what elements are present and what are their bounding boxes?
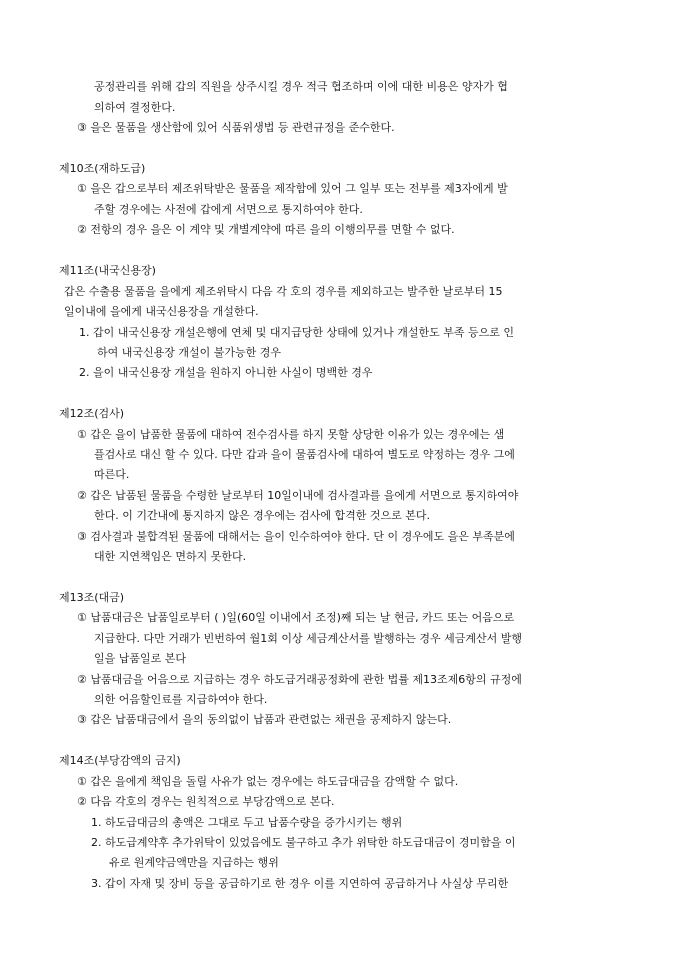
article-11-body-line-1: 갑은 수출용 물품을 을에게 제조위탁시 다음 각 호의 경우를 제외하고는 발주한 날로부터 15 [64,285,503,298]
article-11-item-1-line-1: 1. 갑이 내국신용장 개설은행에 연체 및 대지급당한 상태에 있거나 개설한도 부족 등으로 인 [79,326,514,339]
article-12-p1-line-2: 플검사로 대신 할 수 있다. 다만 갑과 을이 물품검사에 대하여 별도로 약정하는 경우 그에 [94,448,515,461]
article-12-p1-line-1: ① 갑은 을이 납품한 물품에 대하여 전수검사를 하지 못할 상당한 이유가 있는 경우에는 샘 [77,428,505,441]
article-11-item-1-line-2: 하여 내국신용장 개설이 불가능한 경우 [97,346,282,359]
article-11-heading: 제11조(내국신용장) [59,264,156,277]
article-11-body-line-2: 일이내에 을에게 내국신용장을 개설한다. [64,305,259,318]
article-12-p3-line-1: ③ 검사결과 불합격된 물품에 대해서는 을이 인수하여야 한다. 단 이 경우에도 을은 부족분에 [77,530,515,543]
intro-item-3: ③ 을은 물품을 생산함에 있어 식품위생법 등 관련규정을 준수한다. [77,121,395,134]
article-10-p1-line-1: ① 을은 갑으로부터 제조위탁받은 물품을 제작함에 있어 그 일부 또는 전부를 제3자에게 발 [77,182,508,195]
article-13-p1-line-2: 지급한다. 다만 거래가 빈번하여 월1회 이상 세금계산서를 발행하는 경우 세금계산서 발행 [94,632,522,645]
article-13-p2-line-2: 의한 어음할인료를 지급하여야 한다. [94,693,268,706]
article-12-p2-line-2: 한다. 이 기간내에 통지하지 않은 경우에는 검사에 합격한 것으로 본다. [94,509,430,522]
article-10-heading: 제10조(재하도급) [59,162,146,175]
article-14-item-1-line-1: 1. 하도급대금의 총액은 그대로 두고 납품수량을 증가시키는 행위 [91,816,403,829]
article-14-item-3-line-1: 3. 갑이 자재 및 장비 등을 공급하기로 한 경우 이를 지연하여 공급하거나 사실상 무리한 [91,877,509,890]
article-13-heading: 제13조(대금) [59,591,125,604]
article-13-p1-line-1: ① 납품대금은 납품일로부터 ( )일(60일 이내에서 조정)째 되는 날 현금, 카드 또는 어음으로 [77,611,515,624]
intro-line-1: 공정관리를 위해 갑의 직원을 상주시킬 경우 적극 협조하며 이에 대한 비용은 양자가 협 [94,80,508,93]
article-13-p3-line-1: ③ 갑은 납품대금에서 을의 동의없이 납품과 관련없는 채권을 공제하지 않는다. [77,713,452,726]
article-12-heading: 제12조(검사) [59,407,125,420]
article-14-heading: 제14조(부당감액의 금지) [59,754,181,767]
article-14-p2-line-1: ② 다음 각호의 경우는 원칙적으로 부당감액으로 본다. [77,795,335,808]
intro-line-2: 의하여 결정한다. [94,101,176,114]
article-10-p2-line-1: ② 전항의 경우 을은 이 계약 및 개별계약에 따른 을의 이행의무를 면할 수 없다. [77,223,455,236]
article-14-item-2-line-1: 2. 하도급계약후 추가위탁이 있었음에도 불구하고 추가 위탁한 하도급대금이 경미함을 이 [91,836,516,849]
article-12-p3-line-2: 대한 지연책임은 면하지 못한다. [94,550,247,563]
article-14-p1-line-1: ① 갑은 을에게 책임을 돌릴 사유가 없는 경우에는 하도급대금을 감액할 수 없다. [77,775,459,788]
article-12-p2-line-1: ② 갑은 납품된 물품을 수령한 날로부터 10일이내에 검사결과를 을에게 서면으로 통지하여야 [77,489,519,502]
article-14-item-2-line-2: 유로 원계약금액만을 지급하는 행위 [109,856,279,869]
article-13-p1-line-3: 일을 납품일로 본다 [94,652,187,665]
article-13-p2-line-1: ② 납품대금을 어음으로 지급하는 경우 하도급거래공정화에 관한 법률 제13조제6항의 규정에 [77,673,522,686]
article-12-p1-line-3: 따른다. [94,468,130,481]
article-11-item-2-line-1: 2. 을이 내국신용장 개설을 원하지 아니한 사실이 명백한 경우 [79,366,373,379]
article-10-p1-line-2: 주할 경우에는 사전에 갑에게 서면으로 통지하여야 한다. [94,203,363,216]
